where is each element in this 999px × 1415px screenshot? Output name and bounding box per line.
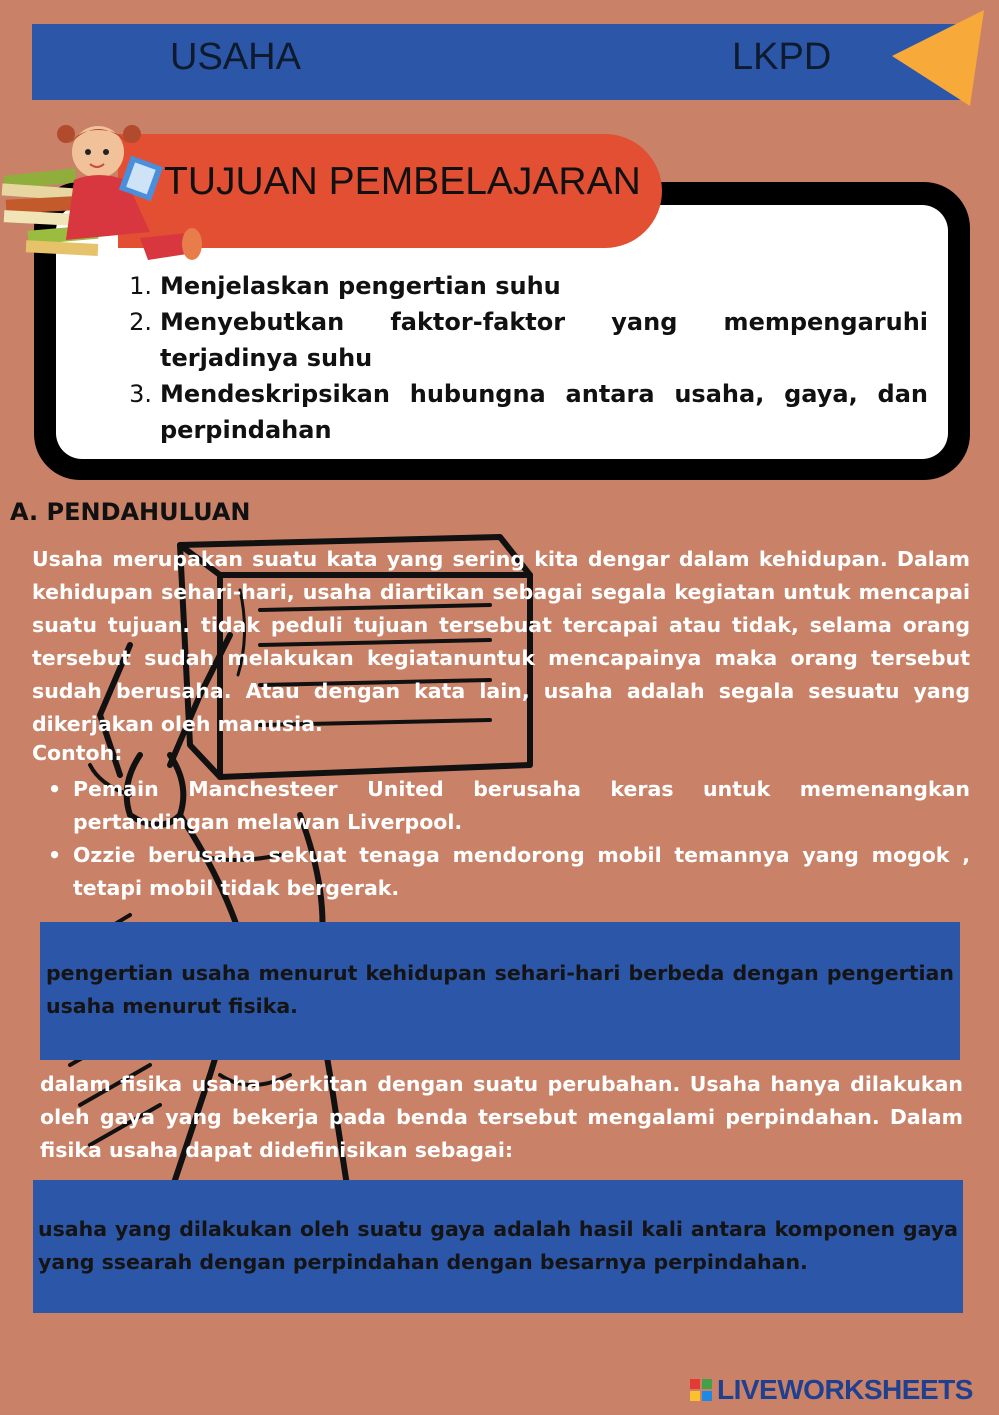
liveworksheets-logo-icon (690, 1379, 712, 1401)
objectives-title: TUJUAN PEMBELAJARAN (164, 160, 641, 203)
objective-text: Menyebutkan faktor-faktor yang mempengaruhi terjadinya suhu (160, 308, 928, 372)
objective-item (120, 304, 928, 376)
definition-physics-text: usaha yang dilakukan oleh suatu gaya adalah hasil kali antara komponen gaya yang ssearah dengan perpindahan dengan besarnya perpindahan. (38, 1217, 958, 1274)
objective-number: 2. (129, 308, 152, 336)
logo-square (690, 1391, 700, 1401)
example-text: Pemain Manchesteer United berusaha keras untuk memenangkan pertandingan melawan Liverpool. (73, 777, 970, 834)
girl-reading-illustration (0, 120, 210, 270)
liveworksheets-brand (690, 1374, 973, 1406)
brand-name: LIVEWORKSHEETS (717, 1374, 973, 1405)
objective-text: Mendeskripsikan hubungna antara usaha, gaya, dan perpindahan (160, 380, 928, 444)
section-heading: A. PENDAHULUAN (10, 498, 251, 526)
example-list (48, 773, 970, 905)
logo-square (690, 1379, 700, 1389)
example-item: • Ozzie berusaha sekuat tenaga mendorong mobil temannya yang mogok , tetapi mobil tidak bergerak. (48, 839, 970, 905)
objective-text: Menjelaskan pengertian suhu (160, 272, 561, 300)
objectives-list (120, 268, 928, 448)
logo-square (702, 1391, 712, 1401)
corner-triangle-icon (888, 8, 988, 108)
header-title: USAHA (170, 36, 301, 78)
example-item: • Pemain Manchesteer United berusaha keras untuk memenangkan pertandingan melawan Liverpool. (48, 773, 970, 839)
header-label: LKPD (732, 36, 832, 78)
example-label: Contoh: (32, 741, 123, 765)
definition-daily-text: pengertian usaha menurut kehidupan sehari-hari berbeda dengan pengertian usaha menurut fisika. (46, 961, 954, 1018)
objective-number: 3. (129, 380, 152, 408)
objective-item (120, 268, 928, 304)
objective-item (120, 376, 928, 448)
objective-number: 1. (129, 272, 152, 300)
example-text: Ozzie berusaha sekuat tenaga mendorong mobil temannya yang mogok , tetapi mobil tidak bergerak. (73, 843, 970, 900)
intro-paragraph: Usaha merupakan suatu kata yang sering kita dengar dalam kehidupan. Dalam kehidupan sehari-hari, usaha diartikan sebagai segala kegiatan untuk mencapai suatu tujuan. tidak peduli tujuan tersebuat tercapai atau tidak, selama orang tersebut sudah melakukan kegiatanuntuk mencapainya maka orang tersebut sudah berusaha. Atau dengan kata lain, usaha adalah segala sesuatu yang dikerjakan oleh manusia. (32, 547, 970, 736)
physics-paragraph: dalam fisika usaha berkitan dengan suatu perubahan. Usaha hanya dilakukan oleh gaya yang bekerja pada benda tersebut mengalami perpindahan. Dalam fisika usaha dapat didefinisikan sebagai: (40, 1072, 963, 1162)
logo-square (702, 1379, 712, 1389)
